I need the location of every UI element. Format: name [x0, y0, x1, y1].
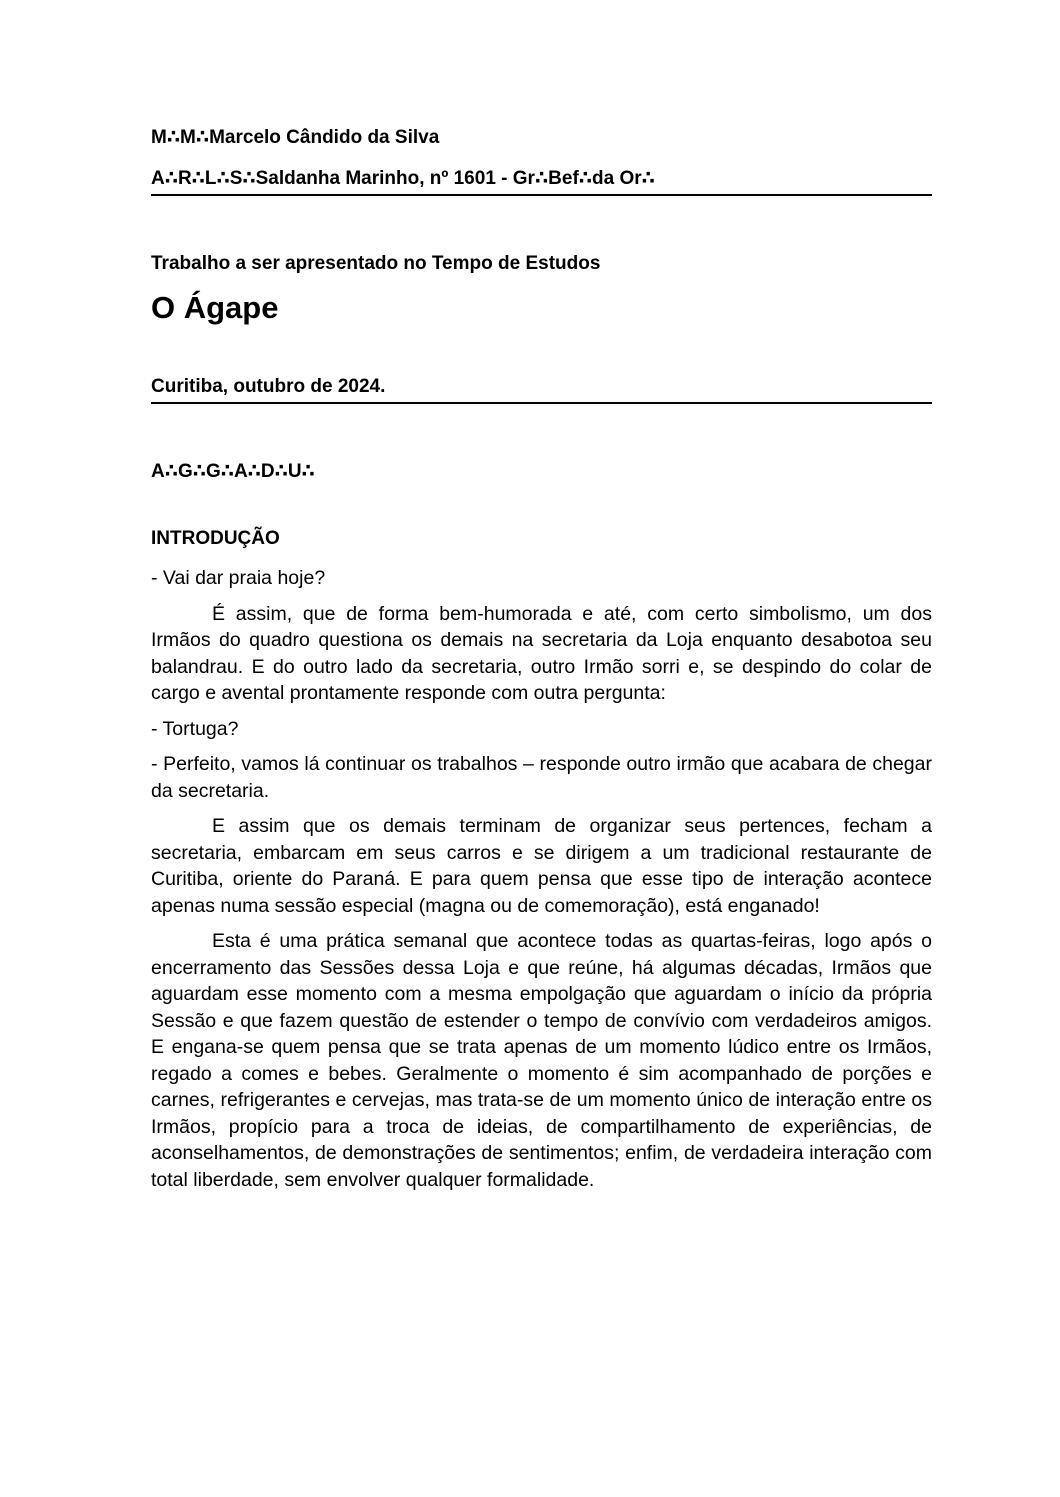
author-line: M∴M∴Marcelo Cândido da Silva: [151, 127, 440, 148]
date-divider: [151, 402, 932, 404]
date-line: Curitiba, outubro de 2024.: [151, 376, 386, 397]
document-page: [151, 126, 932, 1202]
section-heading: INTRODUÇÃO: [151, 528, 280, 549]
paragraph: Esta é uma prática semanal que acontece todas as quartas-feiras, logo após o encerramento das Sessões dessa Loja e que reúne, há algumas décadas, Irmãos que aguardam esse momento com a mesma empolgação que aguardam o início da própria Sessão e que fazem questão de estender o tempo de convívio com verdadeiros amigos. E engana-se quem pensa que se trata apenas de um momento lúdico entre os Irmãos, regado a comes e bebes. Geralmente o momento é sim acompanhado de porções e carnes, refrigerantes e cervejas, mas trata-se de um momento único de interação entre os Irmãos, propício para a troca de ideias, de compartilhamento de experiências, de aconselhamentos, de demonstrações de sentimentos; enfim, de verdadeira interação com total liberdade, sem envolver qualquer formalidade.: [151, 930, 932, 1191]
header-divider: [151, 194, 932, 196]
paragraph: - Tortuga?: [151, 717, 239, 740]
paragraph: É assim, que de forma bem-humorada e até, com certo simbolismo, um dos Irmãos do quadro questiona os demais na secretaria da Loja enquanto desabotoa seu balandrau. E do outro lado da secretaria, outro Irmão sorri e, se despindo do colar de cargo e avental prontamente responde com outra pergunta:: [151, 602, 932, 704]
section-body: [151, 565, 932, 1193]
document-subtitle: Trabalho a ser apresentado no Tempo de Estudos: [151, 253, 601, 274]
paragraph: - Vai dar praia hoje?: [151, 567, 326, 589]
paragraph: E assim que os demais terminam de organizar seus pertences, fecham a secretaria, embarcam em seus carros e se dirigem a um tradicional restaurante de Curitiba, oriente do Paraná. E para quem pensa que esse tipo de interação acontece apenas numa sessão especial (magna ou de comemoração), está enganado!: [151, 815, 932, 917]
paragraph: - Perfeito, vamos lá continuar os trabalhos – responde outro irmão que acabara de chegar da secretaria.: [151, 753, 932, 802]
invocation-line: A∴G∴G∴A∴D∴U∴: [151, 461, 315, 482]
document-title: O Ágape: [151, 290, 279, 325]
lodge-line: A∴R∴L∴S∴Saldanha Marinho, nº 1601 - Gr∴Bef∴da Or∴: [151, 168, 655, 189]
